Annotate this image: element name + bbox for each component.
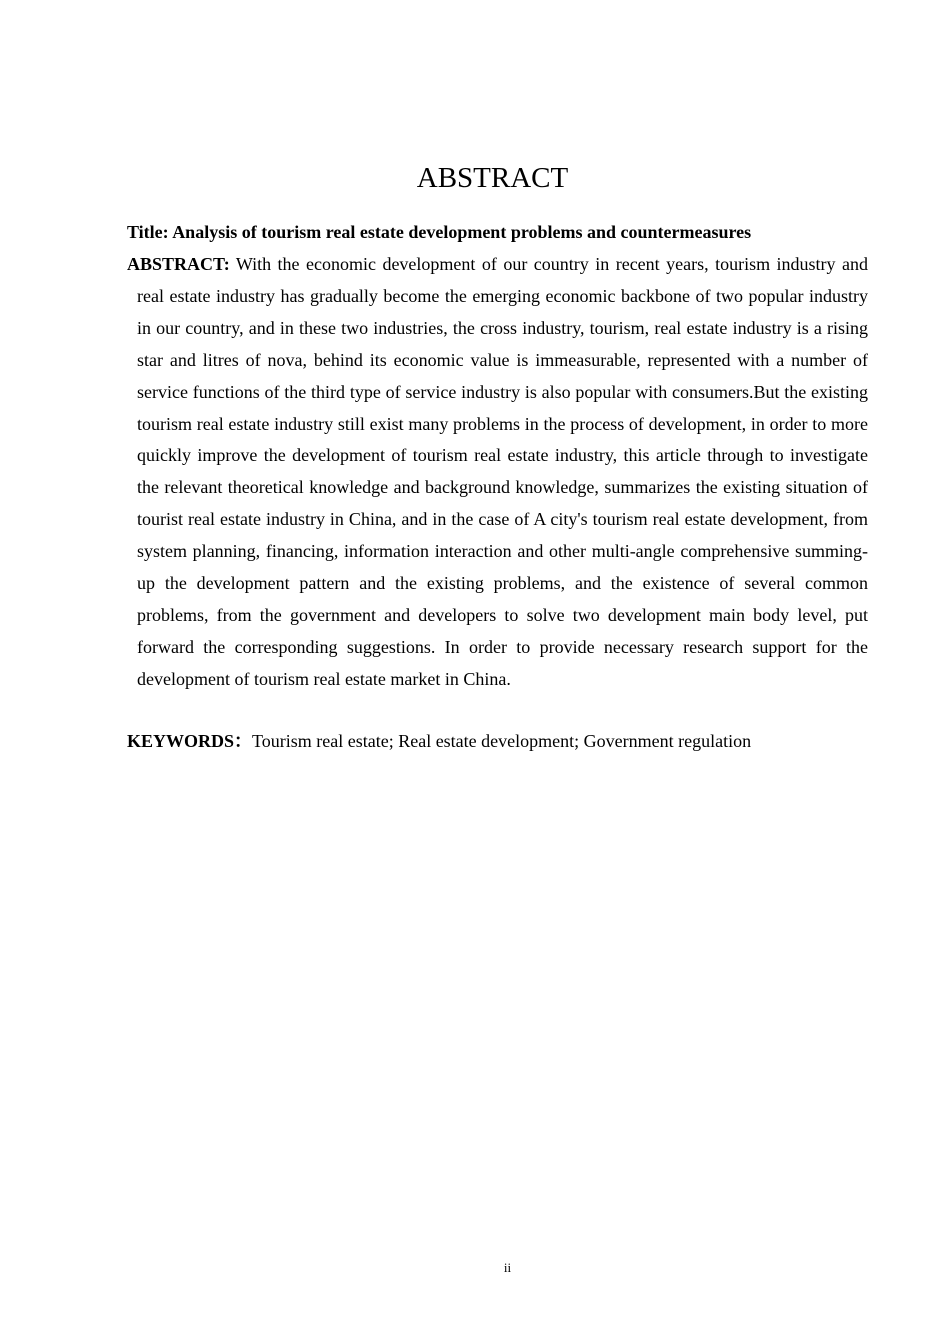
abstract-text: With the economic development of our country in recent years, tourism industry and real estate industry has gradually become the emerging economic backbone of two popular industry in our country, and in these two industries, the cross industry, tourism, real estate industry is a rising star and litres of nova, behind its economic value is immeasurable, represented with a number of service functions of the third type of service industry is also popular with consumers.But the existing tourism real estate industry still exist many problems in the process of development, in order to more quickly improve the development of tourism real estate industry, this article through to investigate the relevant theoretical knowledge and background knowledge, summarizes the existing situation of tourist real estate industry in China, and in the case of A city's tourism real estate development, from system planning, financing, information interaction and other multi-angle comprehensive summing-up the development pattern and the existing problems, and the existence of several common problems, from the government and developers to solve two development main body level, put forward the corresponding suggestions. In order to provide necessary research support for the development of tourism real estate market in China. [137, 254, 868, 689]
page-heading: ABSTRACT [416, 162, 569, 194]
keywords-line [127, 726, 858, 758]
keywords-label: KEYWORDS： [127, 731, 253, 751]
title-text: Analysis of tourism real estate development problems and countermeasures [172, 222, 752, 242]
keywords-text: Tourism real estate; Real estate development; Government regulation [252, 731, 752, 751]
page-number: ii [503, 1260, 512, 1275]
title-label: Title: [127, 222, 169, 242]
abstract-paragraph [127, 249, 868, 696]
abstract-label: ABSTRACT: [127, 254, 230, 274]
thesis-title [127, 217, 858, 249]
